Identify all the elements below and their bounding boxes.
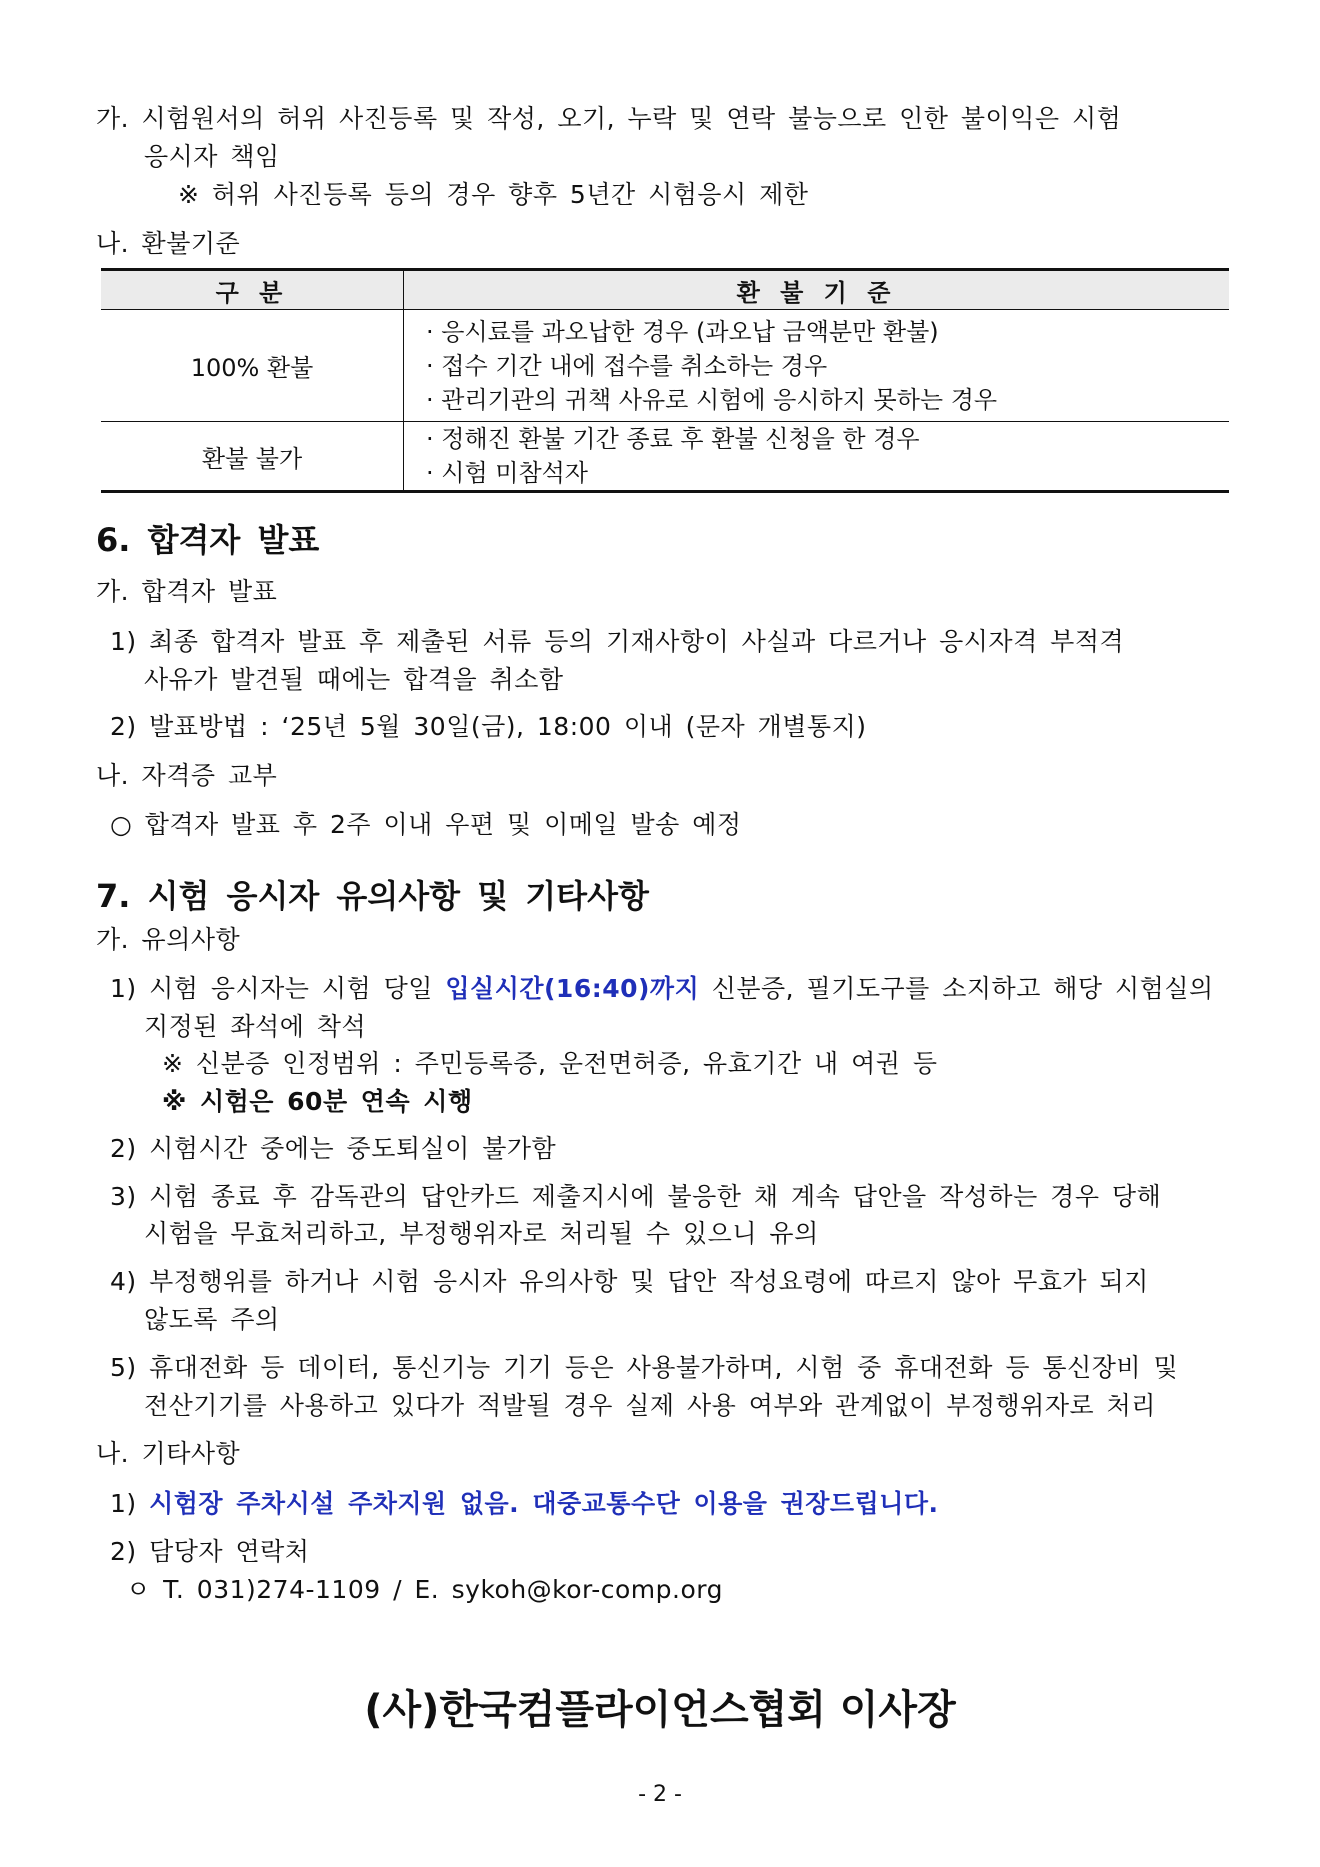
refund-criterion: · 시험 미참석자: [426, 459, 588, 487]
sec6-item1-line2: 사유가 발견될 때에는 합격을 취소함: [144, 665, 564, 694]
refund-criterion: · 관리기관의 귀책 사유로 시험에 응시하지 못하는 경우: [426, 385, 998, 414]
sec7-item5-line1: 5) 휴대전화 등 데이터, 통신기능 기기 등은 사용불가하며, 시험 중 휴대전화 등 통신장비 및: [110, 1353, 1179, 1382]
sec5-ga-note: ※ 허위 사진등록 등의 경우 향후 5년간 시험응시 제한: [178, 180, 809, 209]
sec7-item1-note1: ※ 신분증 인정범위 : 주민등록증, 운전면허증, 유효기간 내 여권 등: [162, 1049, 938, 1078]
refund-criterion: · 접수 기간 내에 접수를 취소하는 경우: [426, 351, 828, 380]
refund-criteria: [404, 310, 1230, 422]
refund-criterion: · 응시료를 과오납한 경우 (과오납 금액분만 환불): [426, 317, 939, 346]
sec7-item3-line1: 3) 시험 종료 후 감독관의 답안카드 제출지시에 불응한 채 계속 답안을 작성하는 경우 당해: [110, 1182, 1162, 1211]
sec7-item1-note2: ※ 시험은 60분 연속 시행: [162, 1087, 473, 1116]
entry-time-highlight: 입실시간(16:40)까지: [445, 974, 700, 1003]
sec7-item2: 2) 시험시간 중에는 중도퇴실이 불가함: [110, 1134, 557, 1163]
sec6-heading: 6. 합격자 발표: [96, 521, 320, 559]
sec7-item4-line2: 않도록 주의: [144, 1305, 280, 1334]
refund-row: [101, 310, 1229, 422]
page-number: - 2 -: [638, 1782, 682, 1807]
sec7-etc2: 2) 담당자 연락처: [110, 1537, 310, 1566]
refund-criterion: · 정해진 환불 기간 종료 후 환불 신청을 한 경우: [426, 425, 920, 453]
sec7-item1-pre: 1) 시험 응시자는 시험 당일: [110, 974, 446, 1003]
sec5-ga-line2: 응시자 책임: [144, 142, 280, 171]
refund-category: 100% 환불: [101, 310, 404, 422]
sec6-item2: 2) 발표방법 : ‘25년 5월 30일(금), 18:00 이내 (문자 개별통지): [110, 712, 867, 741]
sec6-item1-line1: 1) 최종 합격자 발표 후 제출된 서류 등의 기재사항이 사실과 다르거나 응시자격 부적격: [110, 627, 1125, 656]
sec7-item5-line2: 전산기기를 사용하고 있다가 적발될 경우 실제 사용 여부와 관계없이 부정행위자로 처리: [144, 1391, 1156, 1420]
sec7-etc1: [110, 1487, 939, 1521]
sec6-na-item: ○ 합격자 발표 후 2주 이내 우편 및 이메일 발송 예정: [110, 810, 742, 839]
sec5-ga-line1: 가. 시험원서의 허위 사진등록 및 작성, 오기, 누락 및 연락 불능으로 인한 불이익은 시험: [96, 104, 1122, 133]
signature: (사)한국컴플라이언스협회 이사장: [364, 1687, 956, 1733]
sec7-item1-post: 신분증, 필기도구를 소지하고 해당 시험실의: [699, 974, 1214, 1003]
sec7-item1-line2: 지정된 좌석에 착석: [144, 1012, 367, 1041]
sec7-heading: 7. 시험 응시자 유의사항 및 기타사항: [96, 877, 649, 915]
refund-criteria: [404, 422, 1230, 492]
refund-row: [101, 422, 1229, 492]
sec7-item1-line1: [110, 972, 1214, 1006]
sec7-etc1-num: 1): [110, 1489, 150, 1518]
refund-header-criteria: 환 불 기 준: [404, 270, 1230, 310]
refund-category: 환불 불가: [101, 422, 404, 492]
sec7-ga-title: 가. 유의사항: [96, 925, 241, 954]
sec5-na-title: 나. 환불기준: [96, 229, 241, 258]
refund-table: [101, 268, 1229, 493]
sec7-na-title: 나. 기타사항: [96, 1439, 241, 1468]
refund-header-category: 구 분: [101, 270, 404, 310]
contact-info: ㅇ T. 031)274-1109 / E. sykoh@kor-comp.org: [126, 1575, 723, 1604]
sec6-na-title: 나. 자격증 교부: [96, 761, 278, 790]
parking-notice: 시험장 주차시설 주차지원 없음. 대중교통수단 이용을 권장드립니다.: [149, 1489, 939, 1518]
sec7-item4-line1: 4) 부정행위를 하거나 시험 응시자 유의사항 및 답안 작성요령에 따르지 않아 무효가 되지: [110, 1267, 1149, 1296]
sec6-ga-title: 가. 합격자 발표: [96, 577, 278, 606]
sec7-item3-line2: 시험을 무효처리하고, 부정행위자로 처리될 수 있으니 유의: [144, 1219, 819, 1248]
